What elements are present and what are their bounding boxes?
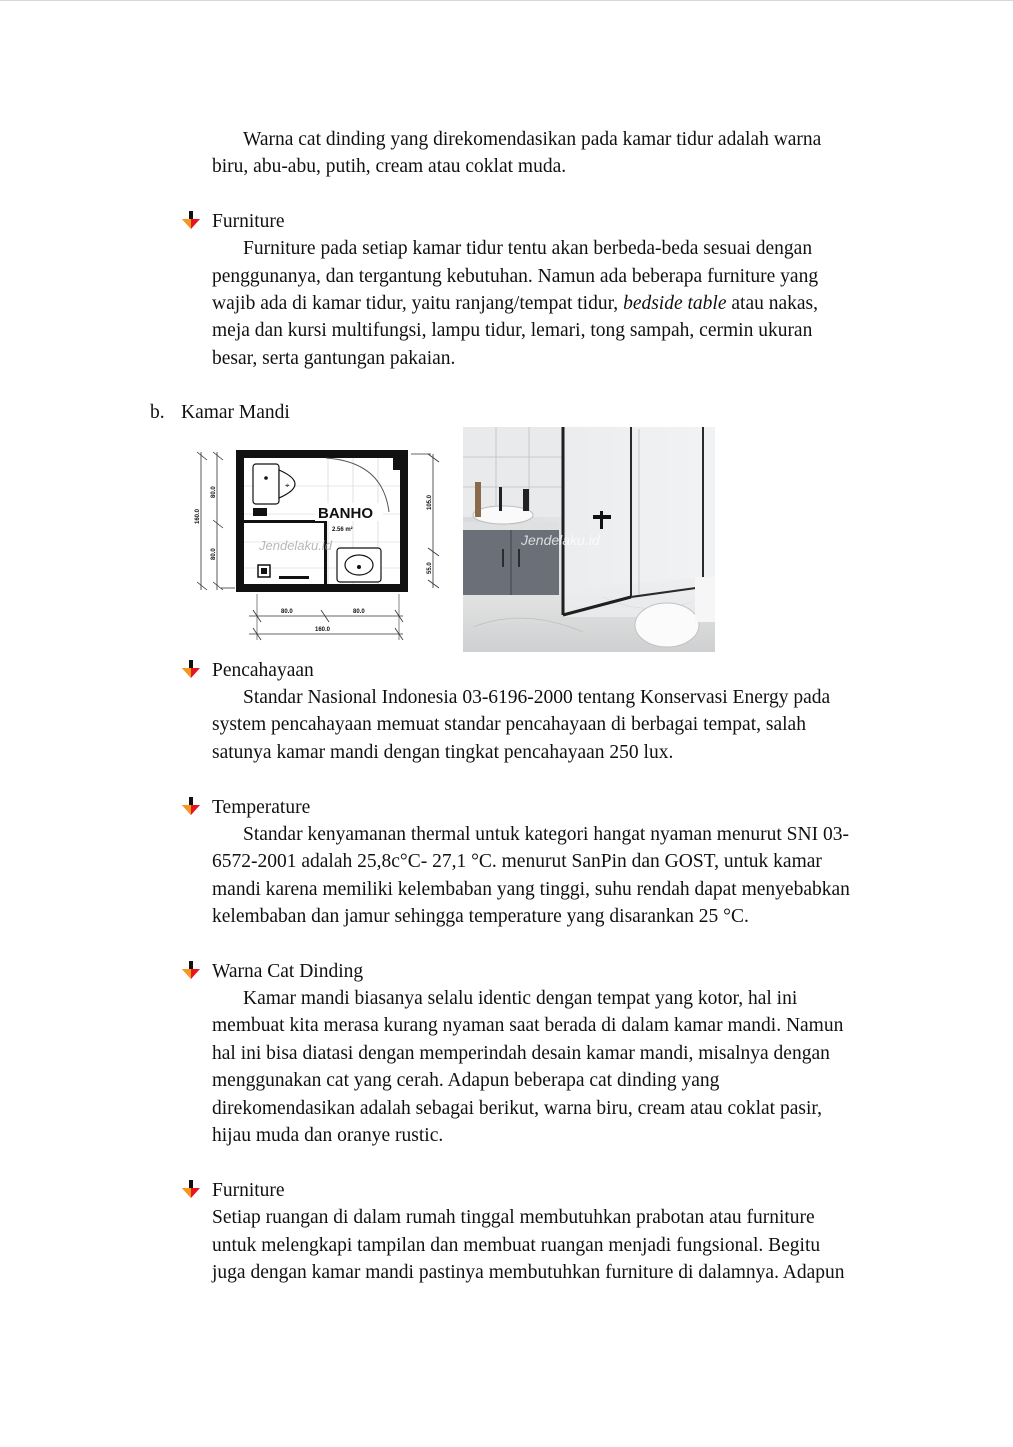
paragraph-line: penggunanya, dan tergantung kebutuhan. Namun ada beberapa furniture yang: [212, 266, 819, 287]
paragraph-line: mandi karena memiliki kelembaban yang tinggi, suhu rendah dapat menyebabkan: [212, 879, 850, 900]
paragraph-line: hijau muda dan oranye rustic.: [212, 1125, 444, 1146]
arrow-bullet-icon: [180, 960, 202, 980]
page-top-border: [0, 0, 1013, 1]
paragraph-line: kelembaban dan jamur sehingga temperature yang disarankan 25 °C.: [212, 906, 749, 927]
svg-text:⌖: ⌖: [285, 481, 290, 490]
paragraph-line: hal ini bisa diatasi dengan memperindah desain kamar mandi, misalnya dengan: [212, 1043, 830, 1064]
arrow-bullet-icon: [180, 210, 202, 230]
bathroom-floor-plan: [193, 440, 445, 648]
section-title: Kamar Mandi: [181, 402, 290, 423]
subheading-temperature: Temperature: [212, 797, 311, 818]
dim-right-55: 55.0: [427, 562, 433, 574]
paragraph-line: Furniture pada setiap kamar tidur tentu akan berbeda-beda sesuai dengan: [243, 238, 813, 259]
arrow-bullet-icon: [180, 796, 202, 816]
subheading-furniture: Furniture: [212, 1180, 285, 1201]
paragraph-line: 6572-2001 adalah 25,8c°C- 27,1 °C. menurut SanPin dan GOST, untuk kamar: [212, 851, 822, 872]
paragraph-line: membuat kita merasa kurang nyaman saat berada di dalam kamar mandi. Namun: [212, 1015, 844, 1036]
paragraph-line: untuk melengkapi tampilan dan membuat ruangan menjadi fungsional. Begitu: [212, 1235, 821, 1256]
dim-bottom-80-left: 80.0: [281, 609, 293, 615]
paragraph-line: menggunakan cat yang cerah. Adapun beberapa cat dinding yang: [212, 1070, 720, 1091]
room-label: BANHO: [318, 505, 373, 522]
paragraph-line: system pencahayaan memuat standar pencahayaan di berbagai tempat, salah: [212, 714, 806, 735]
italic-term: bedside table: [623, 293, 727, 314]
watermark: Jendelaku.id: [259, 538, 332, 553]
subheading-warna-cat: Warna Cat Dinding: [212, 961, 364, 982]
text-span: wajib ada di kamar tidur, yaitu ranjang/tempat tidur,: [212, 293, 624, 314]
dim-right-105: 105.0: [427, 494, 433, 510]
paragraph-line: meja dan kursi multifungsi, lampu tidur, lemari, tong sampah, cermin ukuran: [212, 320, 813, 341]
paragraph-line: [212, 290, 818, 318]
dim-left-80-top: 80.0: [211, 486, 217, 498]
paragraph-line: direkomendasikan adalah sebagai berikut, warna biru, cream atau coklat pasir,: [212, 1098, 822, 1119]
text-span: atau nakas,: [726, 293, 819, 314]
subheading-pencahayaan: Pencahayaan: [212, 660, 314, 681]
bathroom-photo: [463, 427, 715, 652]
area-label: 2.56 m²: [332, 527, 353, 533]
paragraph-line: Standar kenyamanan thermal untuk kategori hangat nyaman menurut SNI 03-: [243, 824, 849, 845]
paragraph-line: Kamar mandi biasanya selalu identic dengan tempat yang kotor, hal ini: [243, 988, 798, 1009]
subheading-furniture: Furniture: [212, 211, 285, 232]
arrow-bullet-icon: [180, 1179, 202, 1199]
dim-bottom-80-right: 80.0: [353, 609, 365, 615]
dim-bottom-160: 160.0: [315, 627, 331, 633]
arrow-bullet-icon: [180, 659, 202, 679]
photo-watermark: Jendelaku.id: [521, 532, 600, 548]
dim-left-160: 160.0: [195, 508, 201, 524]
section-marker: b.: [150, 402, 165, 423]
paragraph-line: satunya kamar mandi dengan tingkat pencahayaan 250 lux.: [212, 742, 674, 763]
paragraph-line: biru, abu-abu, putih, cream atau coklat muda.: [212, 156, 567, 177]
paragraph-line: juga dengan kamar mandi pastinya membutuhkan furniture di dalamnya. Adapun: [212, 1262, 845, 1283]
dim-left-80-bottom: 80.0: [211, 548, 217, 560]
paragraph-line: Standar Nasional Indonesia 03-6196-2000 tentang Konservasi Energy pada: [243, 687, 831, 708]
paragraph-line: Warna cat dinding yang direkomendasikan pada kamar tidur adalah warna: [243, 129, 822, 150]
paragraph-line: besar, serta gantungan pakaian.: [212, 348, 456, 369]
paragraph-line: Setiap ruangan di dalam rumah tinggal membutuhkan prabotan atau furniture: [212, 1207, 815, 1228]
